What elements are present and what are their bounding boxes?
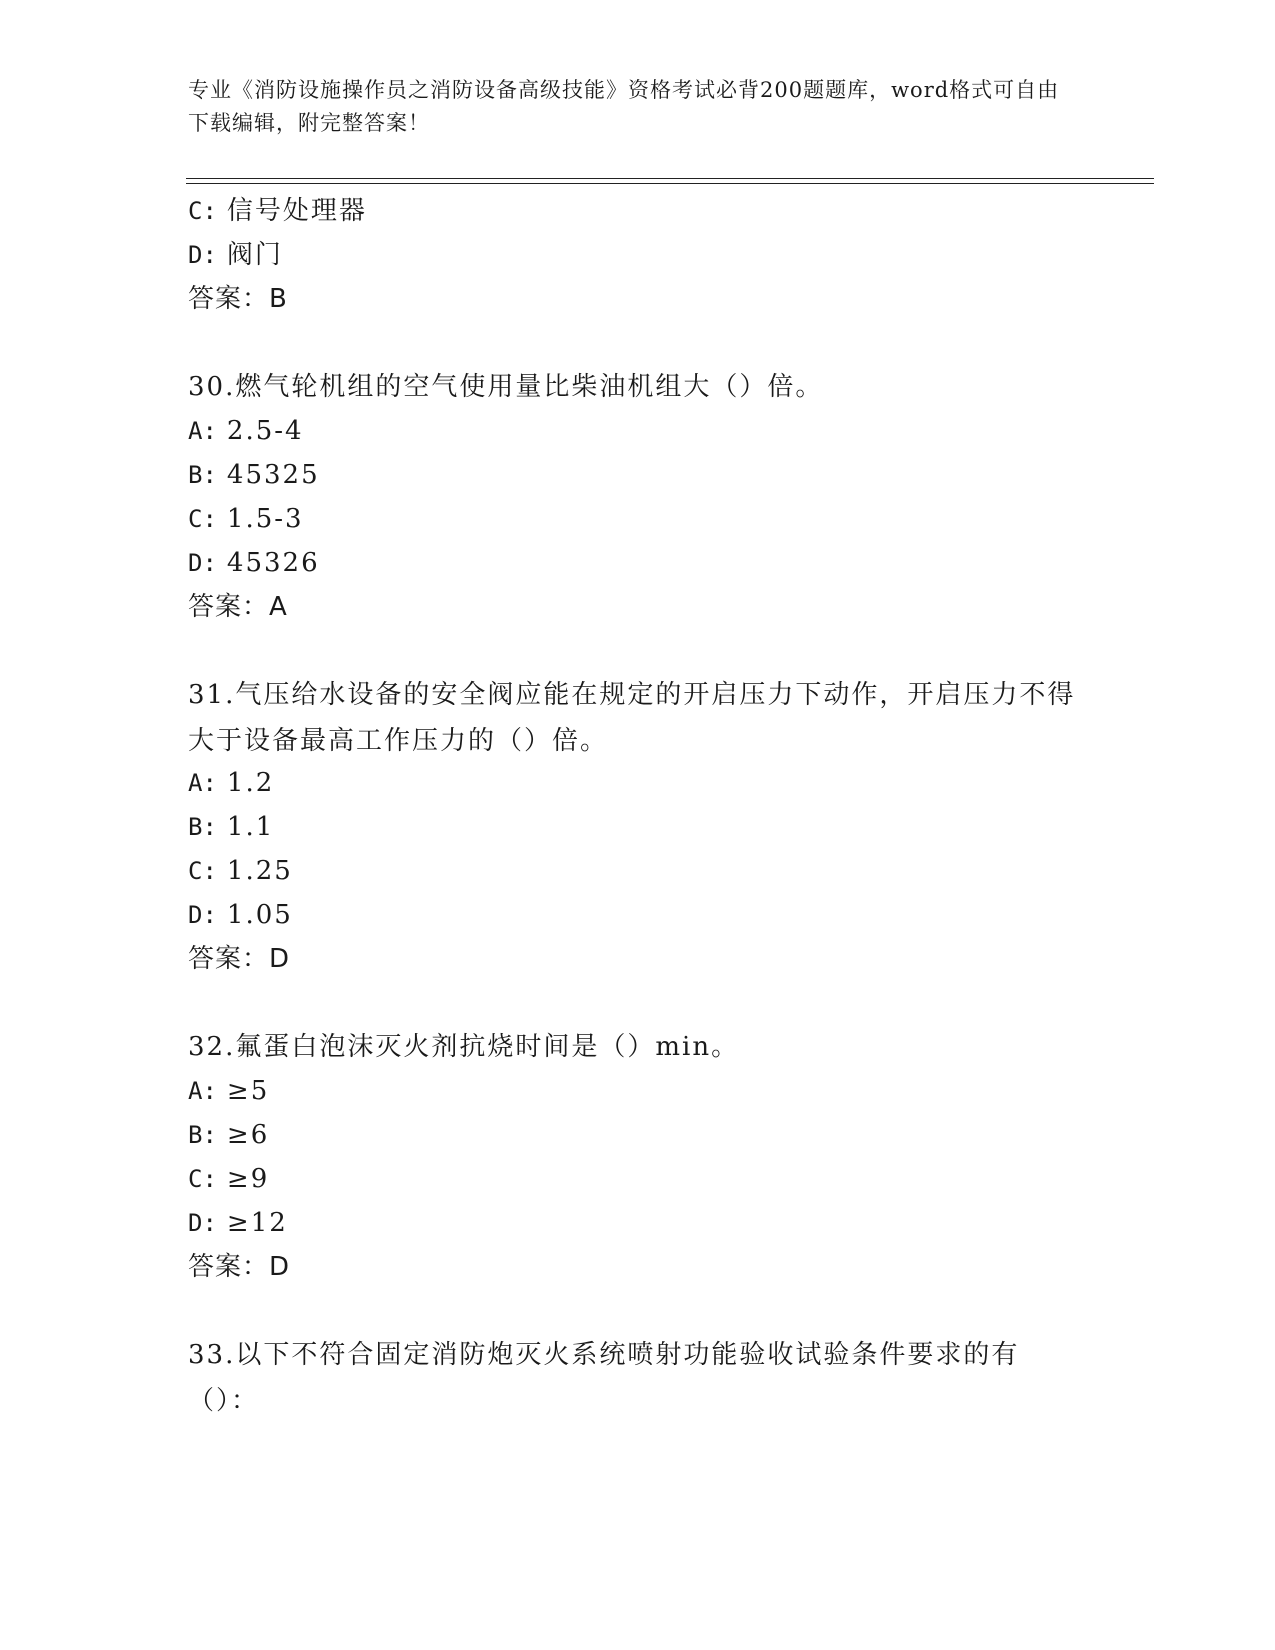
option-label: D: bbox=[188, 549, 217, 577]
question-30: 30.燃气轮机组的空气使用量比柴油机组大（）倍。 bbox=[188, 372, 824, 402]
option-d bbox=[188, 540, 320, 586]
option-d bbox=[188, 892, 293, 938]
question-32: 32.氟蛋白泡沫灭火剂抗烧时间是（）min。 bbox=[188, 1032, 740, 1062]
document-header: 专业《消防设施操作员之消防设备高级技能》资格考试必背200题题库，word格式可自由下载编辑，附完整答案！ bbox=[188, 78, 1060, 135]
option-label: A: bbox=[188, 769, 217, 797]
option-d bbox=[188, 1200, 288, 1246]
option-text: 1.25 bbox=[226, 856, 293, 886]
option-label: C: bbox=[188, 197, 217, 225]
option-d bbox=[188, 232, 283, 278]
option-b bbox=[188, 804, 274, 850]
option-text: ≥6 bbox=[226, 1120, 270, 1150]
option-text: 1.2 bbox=[226, 768, 275, 798]
option-c bbox=[188, 496, 304, 542]
option-text: ≥5 bbox=[226, 1076, 270, 1106]
option-b bbox=[188, 452, 320, 498]
option-text: 2.5-4 bbox=[226, 416, 304, 446]
option-text: 45326 bbox=[226, 548, 320, 578]
option-text: 1.05 bbox=[226, 900, 293, 930]
answer-line: 答案：B bbox=[188, 284, 288, 314]
option-label: B: bbox=[188, 1121, 217, 1149]
header-divider-bottom bbox=[186, 183, 1154, 184]
option-c bbox=[188, 848, 293, 894]
answer-line: 答案：D bbox=[188, 1252, 291, 1282]
option-label: B: bbox=[188, 813, 217, 841]
answer-line: 答案：A bbox=[188, 592, 288, 622]
option-text: 45325 bbox=[226, 460, 320, 490]
option-b bbox=[188, 1112, 269, 1158]
option-text: 信号处理器 bbox=[226, 196, 367, 226]
option-text: ≥9 bbox=[226, 1164, 270, 1194]
option-text: 1.1 bbox=[226, 812, 275, 842]
option-label: A: bbox=[188, 1077, 217, 1105]
option-label: B: bbox=[188, 461, 217, 489]
option-text: ≥12 bbox=[226, 1208, 288, 1238]
option-label: C: bbox=[188, 857, 217, 885]
option-c bbox=[188, 188, 367, 234]
option-a bbox=[188, 408, 304, 454]
answer-line: 答案：D bbox=[188, 944, 291, 974]
option-label: A: bbox=[188, 417, 217, 445]
question-33: 33.以下不符合固定消防炮灭火系统喷射功能验收试验条件要求的有（）： bbox=[188, 1340, 1020, 1416]
option-c bbox=[188, 1156, 269, 1202]
option-label: D: bbox=[188, 241, 217, 269]
option-label: D: bbox=[188, 901, 217, 929]
option-label: C: bbox=[188, 1165, 217, 1193]
question-31: 31.气压给水设备的安全阀应能在规定的开启压力下动作，开启压力不得大于设备最高工作压力的（）倍。 bbox=[188, 680, 1076, 756]
option-label: C: bbox=[188, 505, 217, 533]
option-text: 1.5-3 bbox=[226, 504, 304, 534]
option-text: 阀门 bbox=[226, 240, 283, 270]
option-label: D: bbox=[188, 1209, 217, 1237]
header-divider-top bbox=[186, 178, 1154, 179]
option-a bbox=[188, 760, 274, 806]
option-a bbox=[188, 1068, 269, 1114]
